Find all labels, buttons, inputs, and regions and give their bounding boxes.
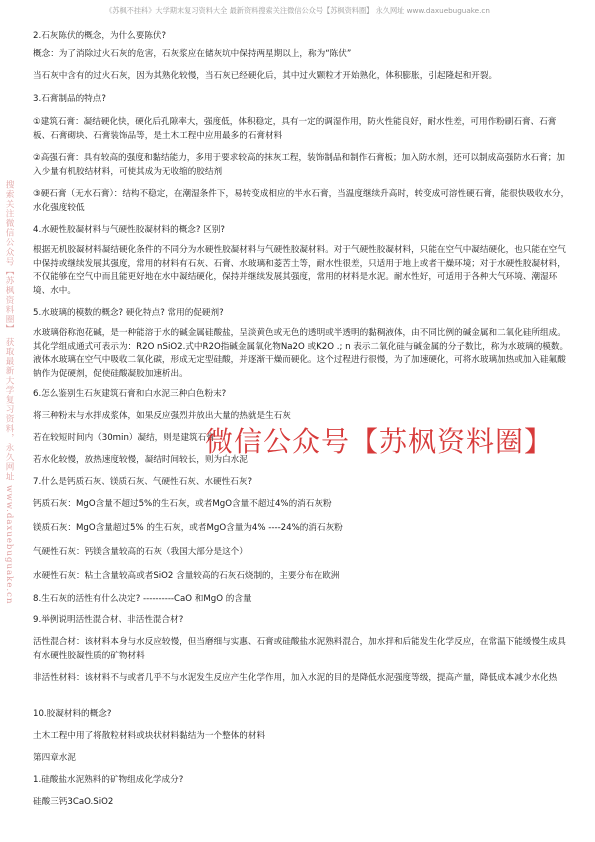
paragraph: 土木工程中用了将散粒材料或块状材料黏结为一个整体的材料 [33,731,266,741]
paragraph: 当石灰中含有的过火石灰，因为其熟化较慢，当石灰已经硬化后，其中过火颗粒才开始熟化，体积膨胀，引起隆起和开裂。 [33,71,498,81]
heading-q6: 6.怎么鉴别生石灰建筑石膏和白水泥三种白色粉末? [33,389,227,399]
heading-q8: 8.生石灰的活性有什么决定? ----------CaO 和MgO 的含量 [33,594,252,604]
paragraph: 根据无机胶凝材料凝结硬化条件的不同分为水硬性胶凝材料与气硬性胶凝材料。对于气硬性胶凝材料，只能在空气中凝结硬化，也只能在空气中保持或继续发展其强度，常用的材料有石灰、石膏、水玻璃和菱苦土等，耐水性很差，只适用于地上或者干燥环境；对于水硬性胶凝材料，不仅能够在空气中而且能更好地在水中凝结硬化，保持并继续发展其强度，常用的材料是水泥。耐水性好，可适用于各种大气环境、潮湿环境、水中。 [33,245,566,296]
paragraph: 水玻璃俗称泡花碱，是一种能溶于水的碱金属硅酸盐，呈淡黄色或无色的透明或半透明的黏稠液体，由不同比例的碱金属和二氧化硅所组成。其化学组成通式可表示为：R2O nSiO2.式中R2O指碱金属氧化物Na2O 或K2O .; n 表示二氧化硅与碱金属的分子数比，称为水玻璃的模数。液体水玻璃在空气中吸收二氧化碳，形成无定型硅酸，并逐渐干燥而硬化。这个过程进行很慢，为了加速硬化，可将水玻璃加热或加入硅氟酸钠作为促硬剂，促使硅酸凝胶加速析出。 [33,328,569,379]
heading-q9: 9.举例说明活性混合材、非活性混合材? [33,615,184,625]
paragraph: 非活性材料：该材料不与或者几乎不与水泥发生反应产生化学作用，加入水泥的目的是降低水泥强度等级，提高产量，降低成本减少水化热 [33,673,558,683]
heading-q4: 4.水硬性胶凝材料与气硬性胶凝材料的概念? 区别? [33,225,225,235]
heading-ch4-q1: 1.硅酸盐水泥熟料的矿物组成化学成分? [33,775,184,785]
paragraph: 将三种粉末与水拌成浆体，如果反应强烈并放出大量的热就是生石灰 [33,411,291,421]
paragraph: 硅酸三钙3CaO.SiO2 [33,797,114,807]
heading-q7: 7.什么是钙质石灰、镁质石灰、气硬性石灰、水硬性石灰? [33,477,253,487]
paragraph: 若在较短时间内（30min）凝结，则是建筑石膏 [33,433,215,443]
paragraph: ①建筑石膏：凝结硬化快，硬化后孔隙率大，强度低，体积稳定，具有一定的调湿作用，防火性能良好，耐水性差，可用作粉刷石膏、石膏板、石膏砌块、石膏装饰品等，是土木工程中应用最多的石膏材料 [33,117,557,141]
heading-q2: 2.石灰陈伏的概念，为什么要陈伏? [33,31,167,41]
paragraph: 概念：为了消除过火石灰的危害，石灰浆应在储灰坑中保持两星期以上，称为“陈伏” [33,49,352,59]
heading-q3: 3.石膏制品的特点? [33,94,106,104]
paragraph: 气硬性石灰：钙镁含量较高的石灰（我国大部分是这个） [33,547,248,557]
side-watermark-text: 搜索关注微信公众号【苏枫资料圈】 获取最新大学复习资料，永久网址 www.daxuebuguake.cn [4,180,14,605]
chapter-heading: 第四章水泥 [33,753,76,763]
paragraph: 钙质石灰：MgO含量不超过5%的生石灰，或者MgO含量不超过4%的消石灰粉 [33,499,332,509]
paragraph: 镁质石灰：MgO含量超过5% 的生石灰，或者MgO含量为4% ----24%的消石灰粉 [33,523,343,533]
center-watermark: 微信公众号【苏枫资料圈】 [205,425,554,458]
paragraph: 活性混合材：该材料本身与水反应较慢，但当磨细与实惠、石膏或硅酸盐水泥熟料混合，加水拌和后能发生化学反应，在常温下能缓慢生成具有水硬性胶凝性质的矿物材料 [33,637,566,661]
page-header: 《苏枫不挂科》大学期末复习资料大全 最新资料搜索关注微信公众号【苏枫资料圈】 永久网址 www.daxuebuguake.cn [105,6,490,15]
paragraph: ②高强石膏：具有较高的强度和黏结能力，多用于要求较高的抹灰工程，装饰制品和制作石膏板；加入防水剂，还可以制成高强防水石膏；加入少量有机胶结材料，可使其成为无收缩的胶结剂 [33,153,565,177]
heading-q5: 5.水玻璃的模数的概念? 硬化特点? 常用的促硬剂? [33,308,224,318]
paragraph: 水硬性石灰：粘土含量较高或者SiO2 含量较高的石灰石烧制的，主要分布在欧洲 [33,571,340,581]
paragraph: 若水化较慢，放热速度较慢，凝结时间较长，则为白水泥 [33,455,248,465]
heading-q10: 10.胶凝材料的概念? [33,709,112,719]
paragraph: ③硬石膏（无水石膏）：结构不稳定，在潮湿条件下，易转变成相应的半水石膏，当温度继续升高时，转变成可溶性硬石膏，能很快吸收水分，水化强度较低 [33,189,570,213]
